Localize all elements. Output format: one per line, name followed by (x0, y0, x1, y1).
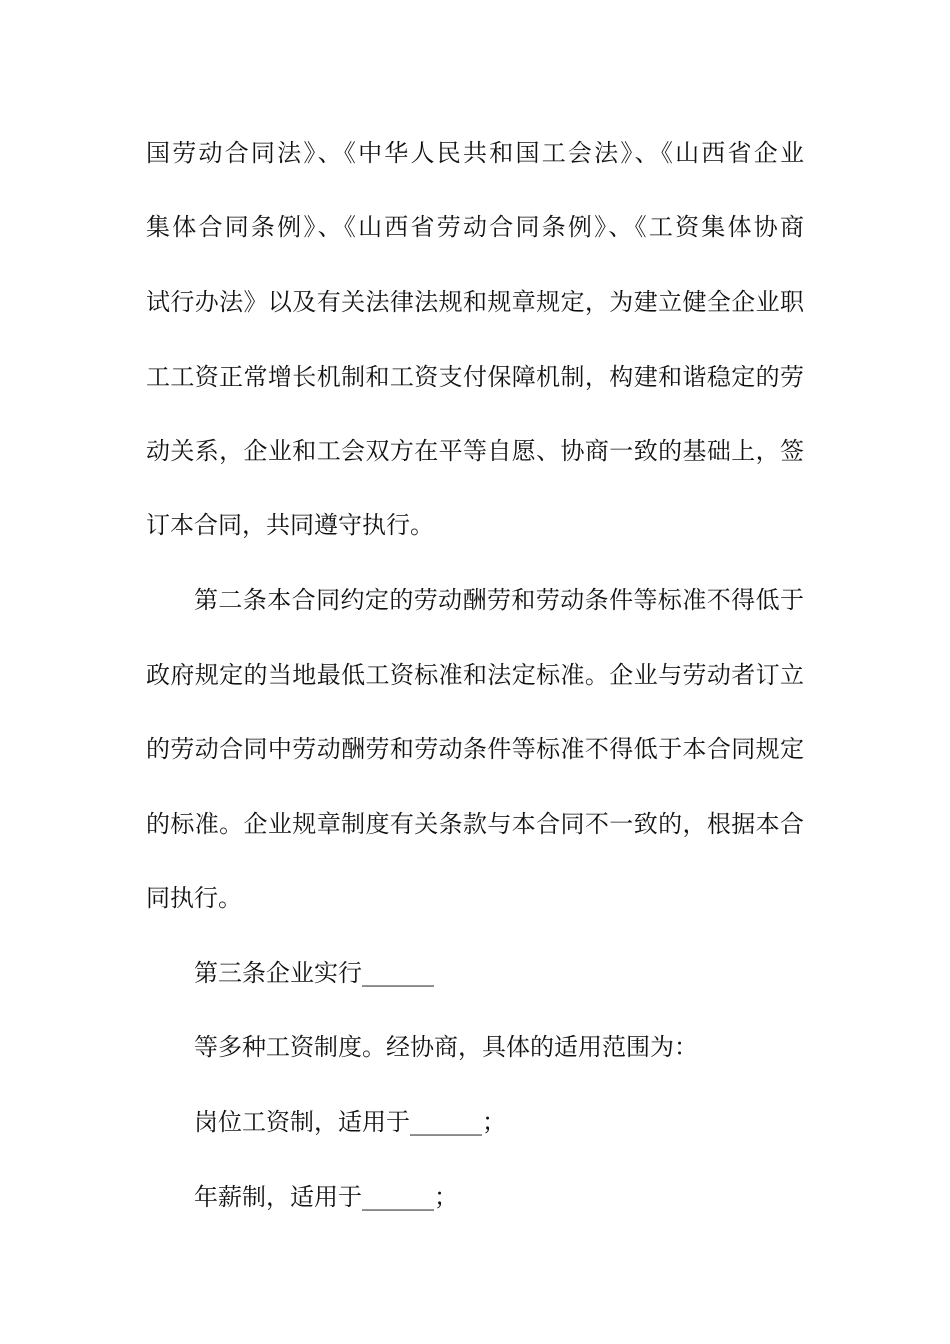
paragraph-1-line-4: 工工资正常增长机制和工资支付保障机制，构建和谐稳定的劳 (146, 363, 804, 391)
paragraph-1-line-2: 集体合同条例》、《山西省劳动合同条例》、《工资集体协商 (146, 213, 804, 241)
article-3-continuation: 等多种工资制度。经协商，具体的适用范围为： (194, 1033, 698, 1061)
article-3-heading: 第三条企业实行______ (194, 959, 434, 987)
paragraph-2-line-3: 的劳动合同中劳动酬劳和劳动条件等标准不得低于本合同规定 (146, 735, 804, 763)
paragraph-2-line-4: 的标准。企业规章制度有关条款与本合同不一致的，根据本合 (146, 810, 804, 838)
item-position-wage: 岗位工资制，适用于______； (194, 1108, 506, 1136)
item-annual-salary: 年薪制，适用于______； (194, 1183, 458, 1211)
paragraph-2-line-1: 第二条本合同约定的劳动酬劳和劳动条件等标准不得低于 (194, 586, 804, 614)
paragraph-2-line-2: 政府规定的当地最低工资标准和法定标准。企业与劳动者订立 (146, 661, 804, 689)
paragraph-1-line-3: 试行办法》以及有关法律法规和规章规定，为建立健全企业职 (146, 288, 804, 316)
paragraph-2-line-5: 同执行。 (146, 884, 242, 912)
paragraph-1-line-5: 动关系，企业和工会双方在平等自愿、协商一致的基础上，签 (146, 437, 804, 465)
paragraph-1-line-1: 国劳动合同法》、《中华人民共和国工会法》、《山西省企业 (146, 139, 804, 167)
paragraph-1-line-6: 订本合同，共同遵守执行。 (146, 511, 434, 539)
